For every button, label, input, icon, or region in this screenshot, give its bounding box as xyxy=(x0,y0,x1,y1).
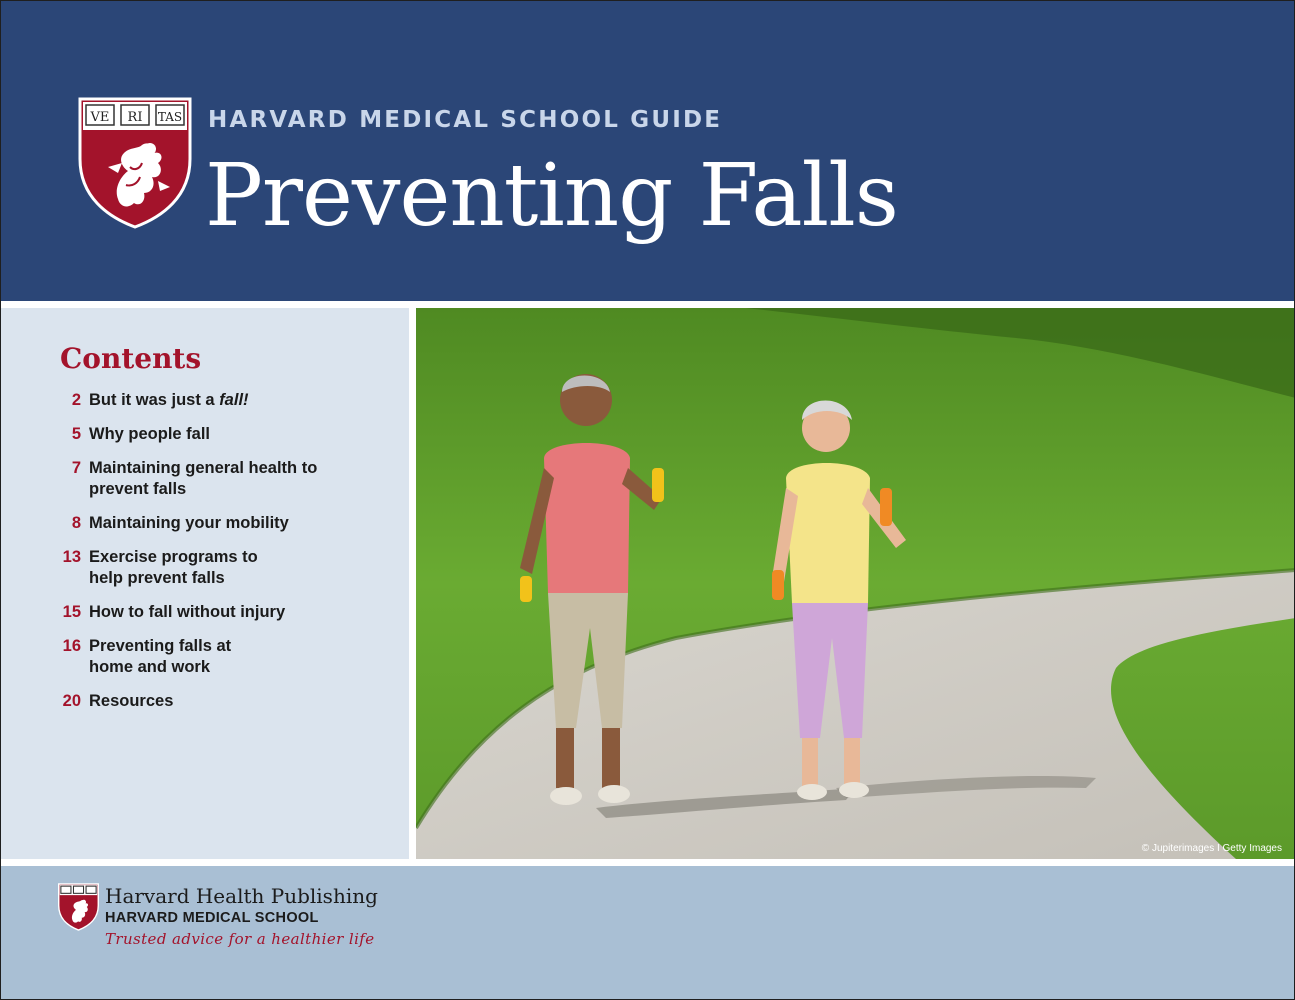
toc-page-number: 2 xyxy=(71,391,81,409)
harvard-shield-icon xyxy=(78,97,192,229)
toc-item-why-people-fall[interactable] xyxy=(51,424,381,445)
toc-page-number: 7 xyxy=(71,459,81,477)
toc-item-exercise-programs[interactable] xyxy=(51,547,381,589)
toc-page-number: 13 xyxy=(62,548,81,566)
toc-item-fall[interactable] xyxy=(51,390,381,411)
guide-label: HARVARD MEDICAL SCHOOL GUIDE xyxy=(208,107,723,133)
school-name: HARVARD MEDICAL SCHOOL xyxy=(105,910,319,926)
photo-illustration xyxy=(416,308,1295,859)
toc-item-fall-without-injury[interactable] xyxy=(51,602,381,623)
toc-item-label: Maintaining general health to prevent falls xyxy=(89,459,318,498)
footer-band xyxy=(1,866,1294,999)
toc-page-number: 15 xyxy=(62,603,81,621)
toc-page-number: 20 xyxy=(62,692,81,710)
publisher-name: Harvard Health Publishing xyxy=(105,884,378,908)
toc-item-general-health[interactable] xyxy=(51,458,381,500)
toc-item-label: Exercise programs to help prevent falls xyxy=(89,548,258,587)
shield-motto-tas: TAS xyxy=(157,110,183,124)
tagline: Trusted advice for a healthier life xyxy=(105,930,375,948)
toc-page-number: 5 xyxy=(71,425,81,443)
page-title: Preventing Falls xyxy=(205,146,898,246)
toc-page-number: 16 xyxy=(62,637,81,655)
harvard-shield-small-icon xyxy=(58,883,99,931)
toc-item-mobility[interactable] xyxy=(51,513,381,534)
header-band xyxy=(1,1,1294,301)
toc-item-text: But it was just a xyxy=(89,391,220,409)
toc-item-home-and-work[interactable] xyxy=(51,636,381,678)
toc-item-label: Resources xyxy=(89,692,174,710)
shield-motto-ve: VE xyxy=(90,110,110,125)
toc-item-label: Maintaining your mobility xyxy=(89,514,289,532)
contents-heading: Contents xyxy=(60,342,202,375)
toc-item-label: Preventing falls at home and work xyxy=(89,637,232,676)
contents-panel xyxy=(1,308,409,859)
toc-item-label: Why people fall xyxy=(89,425,211,443)
toc-item-label: How to fall without injury xyxy=(89,603,286,621)
cover-photo xyxy=(416,308,1295,859)
toc-item-label xyxy=(89,390,381,411)
table-of-contents xyxy=(51,390,381,725)
toc-item-resources[interactable] xyxy=(51,691,381,712)
shield-motto-ri: RI xyxy=(127,110,143,125)
toc-page-number: 8 xyxy=(71,514,81,532)
toc-item-emphasis: fall! xyxy=(219,391,249,409)
photo-credit: © Jupiterimages I Getty Images xyxy=(1141,843,1282,854)
